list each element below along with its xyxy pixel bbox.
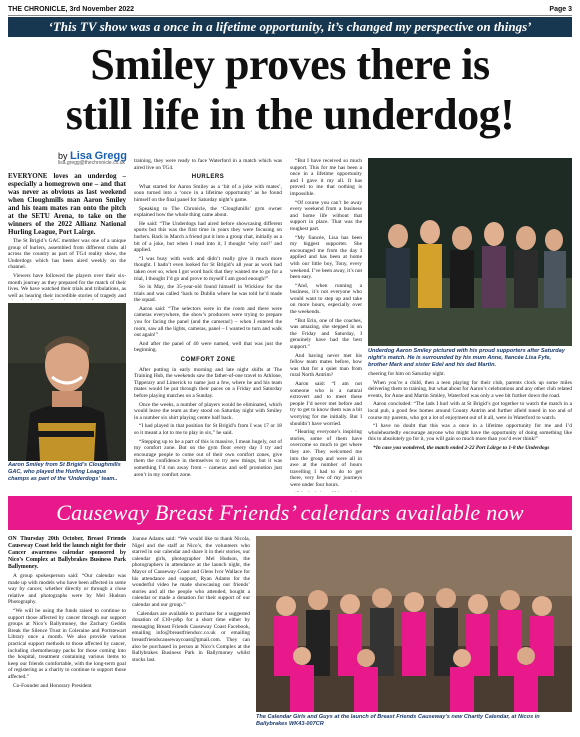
article-paragraph: And after the panel of 40 were named, well that was just the beginning. — [134, 340, 282, 354]
causeway-paragraph: A group spokesperson said: “Our calendar was made up with models who have been affected in some way by cancer, whether directly or through a close relative and photographs were by Mel Hudson Photography. — [8, 573, 126, 606]
causeway-paragraph: “We will be using the funds raised to continue to support those affected by cancer through our support groups at Nico’s Ballymoney, the Zachary Geddis Break the Silence Trust in Coleraine and Portstewart Library once a month. We also provide various practical support methods to those affected by cancer, including chemotherapy packs for those coming into the hospital, treatment containing various items to keep our friends comfortable, with the long-term goal of registering as a charity to continue to support those affected.” — [8, 607, 126, 680]
family-illustration — [368, 158, 572, 346]
causeway-column-1 — [8, 536, 126, 732]
article-lead: EVERYONE loves an underdog – especially a homegrown one – and that was never as obvious as last weekend when Cloughmills man Aaron Smiley and his team mates ran onto the pitch at the SETU Arena, to take on the winners of the 2022 Allianz National Hurling League, Port Lairge. — [8, 172, 126, 236]
family-photo — [368, 158, 572, 346]
article-paragraph: training, they were ready to face Waterford in a match which was aired live on TG4. — [134, 158, 282, 171]
causeway-paragraph: Joanne Adams said: “We would like to thank Nicola, Nigel and the staff at Nico’s, the volunteers who starred in our calendar and share it in their stories, our calendar girls, photographer Mel Hudson, the photographers in attendance at the launch night, the Mayor of Causeway Coast and Glens Ivor Wallace for his attendance and support, Ryan Adams for the wonderful video he made showcasing our friends’ stories and all the people who attended, bought a calendar or made a donation for their support of our calendar and our group.” — [132, 536, 250, 608]
article-column-1 — [8, 172, 126, 300]
byline-last-name: Gregg — [94, 150, 127, 162]
calendar-group-illustration — [256, 536, 572, 712]
family-photo-caption: Underdog Aaron Smiley pictured with his proud supporters after Saturday night’s match. He is surrounded by his mum Anne, fiancée Lisa Fyfe, brother Mark and sister Edel and his dad Martin. — [368, 348, 565, 368]
causeway-paragraph: Calendars are available to purchase for a suggested donation of £10+p&p for a short time either by messaging Breast Friends Causeway Coast Facebook, emailing info@breastfriendscc.co.uk or emailing breastfriendscausewaycoast@gmail.com. They can also be purchased in person at Nico’s Complex at the Ballybrakes Business Park in Ballymoney whilst stocks last. — [132, 610, 250, 663]
article-paragraph: And having never met his fellow team mates before, how was that for a quiet man from rural North Antrim? — [290, 352, 362, 379]
article-paragraph: Aaron said: “I am not someone who is a natural extrovert and to meet these people I’d never met before and try to get to know them was a bit worrying for me initially. But I shouldn’t have worried. — [290, 381, 362, 427]
article-paragraph: Aaron said: “The selectors were in the room and there were cameras everywhere, the show’s producers were trying to prepare you for facing the panel (and the cameras!) – when I entered the room, saw all the lights, cameras, panel – I wanted to turn and walk out again!” — [134, 305, 282, 339]
headline — [8, 40, 572, 152]
article-paragraph: “But Erin, one of the coaches, was amazing, she stepped in on the Friday and Saturday, I genuinely have had the best support.” — [290, 317, 362, 351]
article-paragraph: Aaron concluded: “The lads I hurl with at St Brigid’s got together to watch the match in a local pub, a good few homes around County Antrim and further afield tuned in too and of course my parents, who got a lot of enjoyment out of it all, were in Waterford to watch. — [368, 401, 572, 421]
causeway-paragraph: Co-Founder and Honorary President — [13, 682, 92, 689]
article-paragraph: “I have no doubt that this was a once in a lifetime opportunity for me and I’d wholeheartedly encourage anyone who might have the opportunity of doing something like this to absolutely go for it, you will gain so much more than you’d ever think!” — [368, 423, 572, 443]
article-paragraph: When you’re a child, then a teen playing for their club, parents clock up some miles delivering them to training, but what about for Aaron’s celebrations and any other club related events, for Anne and Martin Smiley, Waterford was only a wee bit further down the road. — [368, 379, 572, 399]
portrait-caption: Aaron Smiley from St Brigid’s Cloughmills GAC, who played the Hurling League champs as part of the ‘Underdogs’ team.. — [8, 462, 121, 482]
article-column-3 — [290, 158, 362, 492]
article-paragraph: Viewers have followed the players over their six-month journey as they prepared for the match of their lives. We have watched their trials and tribulations, as well as hearing their incredible stories of tragedy and — [8, 272, 126, 299]
portrait-illustration — [8, 303, 126, 461]
subhead-hurlers: HURLERS — [191, 174, 225, 181]
article-paragraph: Once the weeks, a number of players would be eliminated, which would leave the team as they stood on Saturday night with Smiley in a number six shirt playing centre half back. — [134, 401, 282, 421]
causeway-banner: Causeway Breast Friends’ calendars available now — [8, 496, 572, 530]
article-paragraph: “And, when running a business, it’s not everyone who would want to step up and take on more hours, especially over the weekends. — [290, 282, 362, 316]
calendar-photo-caption: The Calendar Girls and Guys at the launch of Breast Friends Causeway’s new Charity Calendar, at Nicos in Ballybrakes WK43-007CR — [256, 714, 540, 727]
article-paragraph: “I was busy with work and didn’t really give it much more thought. I hadn’t even looked for St Brigid’s all year as work had taken over so, when I got word back that they wanted me to go for a trial, I thought I’d go and prove to myself I am good enough!” — [134, 255, 282, 282]
article-column-2 — [134, 158, 282, 492]
article-paragraph: “I had played in that position for St Brigid’s from I was 17 or 18 so it meant a lot to me to play in six,” he said. — [134, 423, 282, 436]
calendar-launch-photo — [256, 536, 572, 712]
headline-line-2: still life in the underdog! — [65, 90, 515, 139]
article-paragraph: “But I have received so much support. This for me has been a once in a lifetime opportunity and I gave it my all. It has proved to me that nothing is impossible. — [290, 158, 362, 197]
quote-banner: ‘This TV show was a once in a lifetime opportunity, it’s changed my perspective on things’ — [8, 17, 572, 37]
aaron-portrait-photo — [8, 303, 126, 461]
article-paragraph: Speaking to The Chronicle, the ‘Cloughmills’ gym owner explained how the whole thing came about. — [134, 205, 282, 219]
subhead-comfort-zone: COMFORT ZONE — [180, 357, 236, 364]
article-paragraph: He said: “The Underdogs had aired before showcasing different sports but this was the first time in years they were focusing on hurlers. Back in March a friend put it into a group chat, initially as a bit of a joke, but when I read into it, I thought ‘why not?’ and applied. — [134, 220, 282, 254]
match-result-note: *In case you wondered, the match ended 2-22 Port Láirge to 1-8 the Underdogs — [373, 444, 550, 451]
article-paragraph: The St Brigid’s GAC member was one of a unique group of hurlers, assembled from different clubs all across the country as part of TG4 reality show, the Underdogs which has been aired weekly on the channel. — [8, 238, 126, 271]
causeway-lead: ON Thursday 20th October, Breast Friends Causeway Coast held the launch night for their Cancer awareness calendar sponsored by Nico’s Complex at Ballybrakes Business Park Ballymoney. — [8, 536, 126, 570]
byline-first-name: Lisa — [70, 150, 93, 162]
article-paragraph: “Hearing everyone’s inspiring stories, some of them have overcome so much to get where they are. They welcomed me into the group and were all in awe at the number of hours travelling I had to do to get there, very few of my journeys were under four hours. — [290, 429, 362, 488]
causeway-column-2 — [132, 536, 250, 732]
masthead-rule — [8, 15, 572, 16]
article-paragraph: “Of course you can’t be away every weekend from a business and home life without that support in place. That was the toughest part. — [290, 199, 362, 232]
byline-prefix: by — [58, 151, 68, 161]
article-paragraph: cheering for him on Saturday night. — [368, 371, 445, 377]
article-column-4 — [368, 371, 572, 493]
paper-name-date: THE CHRONICLE, 3rd November 2022 — [8, 6, 135, 13]
article-paragraph: So in May, the 35-year-old found himself in Wicklow for the trials and was called ‘back to Dublin where he was told he’d made the squad. — [134, 284, 282, 304]
article-paragraph: “My fiancée, Lisa has been my biggest supporter. She encouraged me from the day I applied and has been at home with our little boy, Tony, every weekend. I’ve been away, it’s not been easy. — [290, 234, 362, 281]
headline-line-1: Smiley proves there is — [90, 40, 490, 89]
article-paragraph — [290, 491, 362, 493]
article-paragraph: “Stepping up to be a part of this is massive, I mean hugely, out of my comfort zone. But on the gym floor every day I try and encourage people to come out of their own comfort zones, give them the confidence in themselves to try new things, but it was something I’d run away from – cameras and self promotion just aren’t in my comfort zone. — [134, 438, 282, 478]
article-paragraph: What started for Aaron Smiley as a ‘bit of a joke with mates’, soon turned into a ‘once in a lifetime opportunity’ as he found himself on the final panel for Saturday night’s game. — [134, 183, 282, 203]
page-number: Page 3 — [549, 6, 572, 13]
byline-email: lisa.gregg@thechronicle.co.uk — [58, 160, 126, 166]
article-paragraph: After putting in early morning and late night shifts at The Training Hub, the weekends saw the father-of-one travel to Athlone, Tipperary and Limerick to name just a few, where he and his team mates would be put through their paces on a Friday and Saturday before playing matches on a Sunday. — [134, 366, 282, 399]
